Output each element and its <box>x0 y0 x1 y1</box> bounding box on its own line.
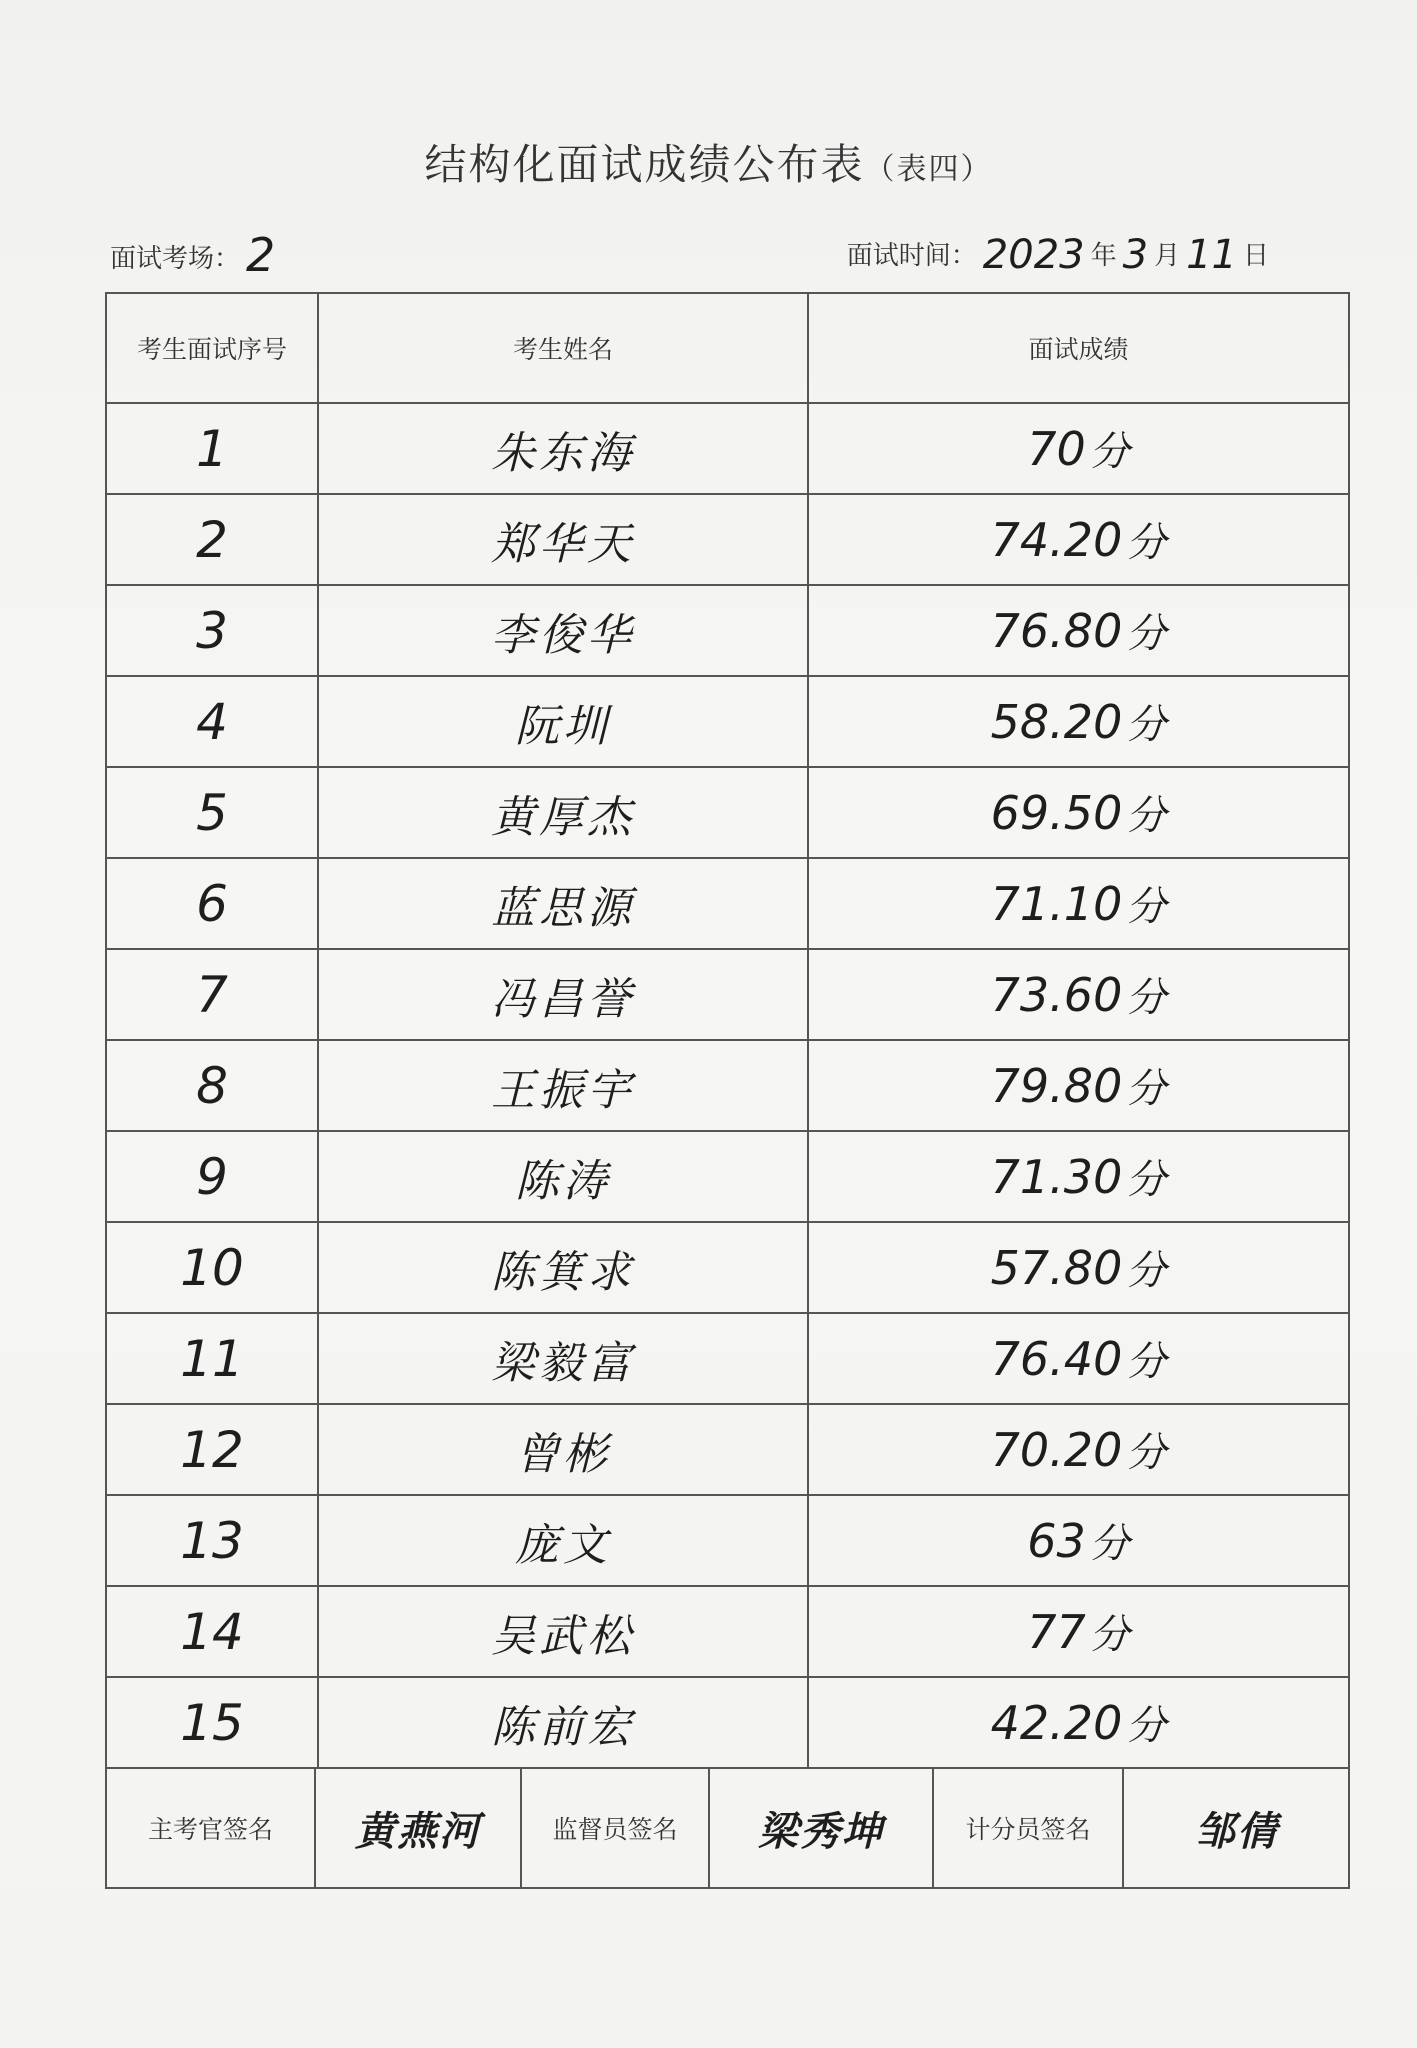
table-row <box>106 494 1349 585</box>
exam-date <box>847 232 1269 278</box>
exam-month: 3 <box>1122 232 1149 278</box>
score-unit: 分 <box>1126 520 1167 566</box>
row-seq: 2 <box>106 494 318 585</box>
score-unit: 分 <box>1126 975 1167 1021</box>
row-seq: 14 <box>106 1586 318 1677</box>
row-name: 庞文 <box>318 1495 808 1586</box>
row-name: 黄厚杰 <box>318 767 808 858</box>
row-seq: 15 <box>106 1677 318 1768</box>
row-score: 70 分 <box>808 403 1349 494</box>
title-text: 结构化面试成绩公布表 <box>424 140 865 189</box>
row-seq: 13 <box>106 1495 318 1586</box>
supervisor-signature: 梁秀坤 <box>709 1769 933 1887</box>
table-row <box>106 1313 1349 1404</box>
row-seq: 4 <box>106 676 318 767</box>
header-name: 考生姓名 <box>318 293 808 403</box>
year-unit: 年 <box>1090 241 1117 271</box>
table-row <box>106 1404 1349 1495</box>
score-unit: 分 <box>1126 884 1167 930</box>
row-score: 76.80 分 <box>808 585 1349 676</box>
row-name: 陈箕求 <box>318 1222 808 1313</box>
score-unit: 分 <box>1126 702 1167 748</box>
row-seq: 10 <box>106 1222 318 1313</box>
table-row <box>106 1131 1349 1222</box>
table-row <box>106 858 1349 949</box>
row-name: 郑华天 <box>318 494 808 585</box>
row-seq: 11 <box>106 1313 318 1404</box>
row-score: 57.80 分 <box>808 1222 1349 1313</box>
row-name: 陈涛 <box>318 1131 808 1222</box>
score-unit: 分 <box>1126 1339 1167 1385</box>
row-name: 吴武松 <box>318 1586 808 1677</box>
supervisor-label: 监督员签名 <box>521 1769 709 1887</box>
exam-day: 11 <box>1186 232 1237 278</box>
page-title <box>0 132 1417 192</box>
row-name: 曾彬 <box>318 1404 808 1495</box>
table-row <box>106 1222 1349 1313</box>
row-name: 梁毅富 <box>318 1313 808 1404</box>
exam-date-label: 面试时间： <box>846 241 977 271</box>
examiner-signature: 黄燕河 <box>315 1769 521 1887</box>
row-seq: 7 <box>106 949 318 1040</box>
score-unit: 分 <box>1126 1703 1167 1749</box>
row-score: 71.30 分 <box>808 1131 1349 1222</box>
scorer-label: 计分员签名 <box>933 1769 1123 1887</box>
day-unit: 日 <box>1242 241 1269 271</box>
row-name: 阮圳 <box>318 676 808 767</box>
row-score: 77 分 <box>808 1586 1349 1677</box>
row-score: 71.10 分 <box>808 858 1349 949</box>
table-row <box>106 1586 1349 1677</box>
scorer-signature: 邹倩 <box>1195 1808 1279 1855</box>
exam-year: 2023 <box>982 232 1085 278</box>
row-score: 76.40 分 <box>808 1313 1349 1404</box>
table-body <box>106 403 1349 1768</box>
exam-room <box>110 228 275 282</box>
row-score: 42.20 分 <box>808 1677 1349 1768</box>
row-seq: 3 <box>106 585 318 676</box>
row-score: 58.20 分 <box>808 676 1349 767</box>
row-score: 63 分 <box>808 1495 1349 1586</box>
row-seq: 8 <box>106 1040 318 1131</box>
score-unit: 分 <box>1126 793 1167 839</box>
row-name: 蓝思源 <box>318 858 808 949</box>
exam-room-label: 面试考场： <box>110 244 241 274</box>
row-score: 74.20 分 <box>808 494 1349 585</box>
title-subtitle: （表四） <box>864 152 993 187</box>
score-unit: 分 <box>1126 1066 1167 1112</box>
table-row <box>106 1040 1349 1131</box>
table-row <box>106 1677 1349 1768</box>
row-name: 陈前宏 <box>318 1677 808 1768</box>
signature-row <box>106 1768 1349 1888</box>
score-unit: 分 <box>1126 1430 1167 1476</box>
row-seq: 1 <box>106 403 318 494</box>
signature-cell <box>106 1768 1349 1888</box>
row-score: 79.80 分 <box>808 1040 1349 1131</box>
row-score: 69.50 分 <box>808 767 1349 858</box>
score-unit: 分 <box>1089 429 1130 475</box>
score-unit: 分 <box>1126 611 1167 657</box>
month-unit: 月 <box>1154 241 1181 271</box>
score-unit: 分 <box>1126 1248 1167 1294</box>
row-name: 冯昌誉 <box>318 949 808 1040</box>
score-table <box>105 292 1350 1889</box>
table-row <box>106 585 1349 676</box>
row-seq: 5 <box>106 767 318 858</box>
row-seq: 12 <box>106 1404 318 1495</box>
signature-table <box>107 1769 1350 1887</box>
score-unit: 分 <box>1126 1157 1167 1203</box>
table-row <box>106 1495 1349 1586</box>
row-name: 李俊华 <box>318 585 808 676</box>
table-row <box>106 767 1349 858</box>
score-unit: 分 <box>1089 1612 1130 1658</box>
row-score: 73.60 分 <box>808 949 1349 1040</box>
row-name: 王振宇 <box>318 1040 808 1131</box>
examiner-label: 主考官签名 <box>107 1769 315 1887</box>
table-row <box>106 676 1349 767</box>
table-row <box>106 403 1349 494</box>
table-row <box>106 949 1349 1040</box>
row-seq: 6 <box>106 858 318 949</box>
exam-room-value: 2 <box>246 228 276 282</box>
row-seq: 9 <box>106 1131 318 1222</box>
row-name: 朱东海 <box>318 403 808 494</box>
row-score: 70.20 分 <box>808 1404 1349 1495</box>
score-unit: 分 <box>1089 1521 1130 1567</box>
header-seq: 考生面试序号 <box>106 293 318 403</box>
table-header-row <box>106 293 1349 403</box>
header-score: 面试成绩 <box>808 293 1349 403</box>
